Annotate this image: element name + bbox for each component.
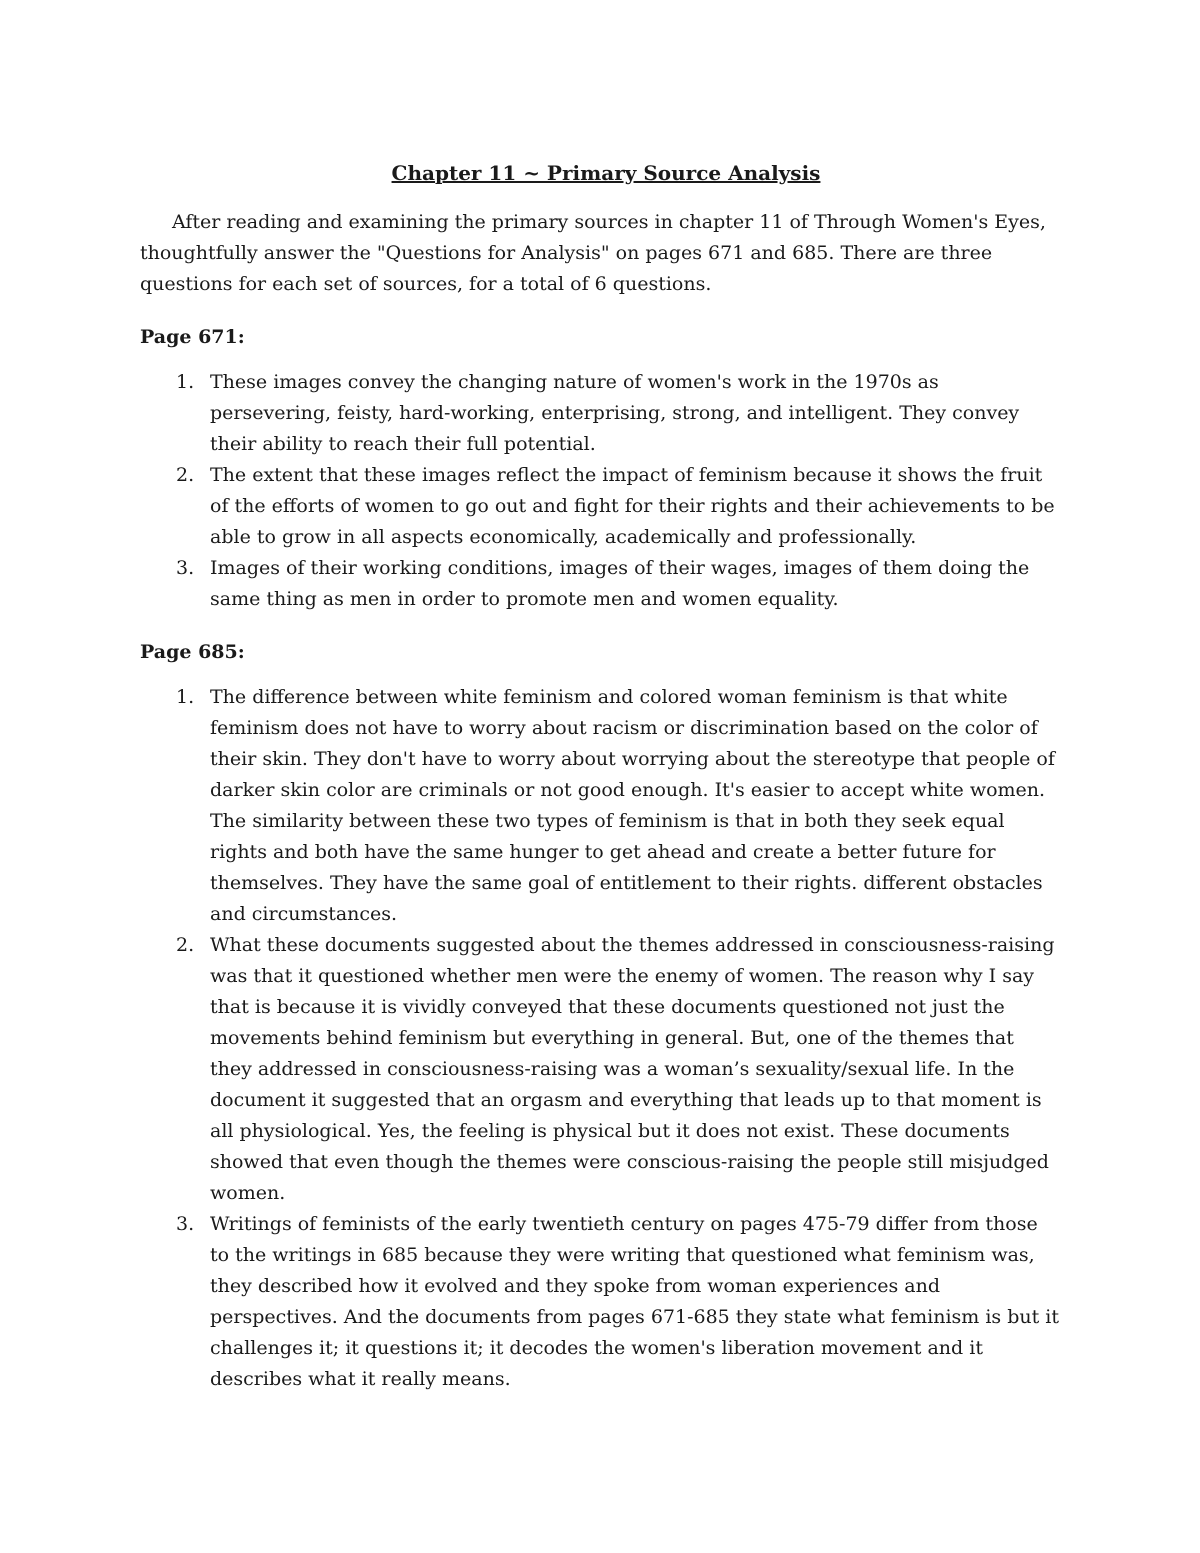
answer-list	[140, 682, 1060, 1395]
answer-text: These images convey the changing nature of women's work in the 1970s as persevering, feisty, hard-working, enterprising, strong, and intelligent. They convey their ability to reach their full potential.	[210, 371, 1020, 455]
list-item	[140, 682, 1060, 930]
document-page	[140, 157, 1060, 1417]
list-item	[140, 367, 1060, 460]
list-item	[140, 460, 1060, 553]
answer-text: The difference between white feminism and colored woman feminism is that white feminism does not have to worry about racism or discrimination based on the color of their skin. They don't have to worry about worrying about the stereotype that people of darker skin color are criminals or not good enough. It's easier to accept white women. The similarity between these two types of feminism is that in both they seek equal rights and both have the same hunger to get ahead and create a better future for themselves. They have the same goal of entitlement to their rights. different obstacles and circumstances.	[210, 686, 1055, 925]
list-item	[140, 930, 1060, 1209]
list-number: 3.	[176, 1213, 195, 1235]
page-title: Chapter 11 ~ Primary Source Analysis	[391, 161, 821, 185]
list-number: 1.	[176, 371, 195, 393]
list-item	[140, 553, 1060, 615]
intro-paragraph: After reading and examining the primary sources in chapter 11 of Through Women's Eyes, thoughtfully answer the "Questions for Analysis" on pages 671 and 685. There are three questions for each set of sources, for a total of 6 questions.	[140, 211, 1046, 295]
answer-text: What these documents suggested about the themes addressed in consciousness-raising was that it questioned whether men were the enemy of women. The reason why I say that is because it is vividly conveyed that these documents questioned not just the movements behind feminism but everything in general. But, one of the themes that they addressed in consciousness-raising was a woman’s sexuality/sexual life. In the document it suggested that an orgasm and everything that leads up to that moment is all physiological. Yes, the feeling is physical but it does not exist. These documents showed that even though the themes were conscious-raising the people still misjudged women.	[210, 934, 1055, 1204]
section-page-685	[140, 637, 1060, 1395]
list-item	[140, 1209, 1060, 1395]
section-heading: Page 685:	[140, 641, 245, 663]
answer-list	[140, 367, 1060, 615]
answer-text: Images of their working conditions, images of their wages, images of them doing the same thing as men in order to promote men and women equality.	[210, 557, 1030, 610]
section-heading: Page 671:	[140, 326, 245, 348]
list-number: 3.	[176, 557, 195, 579]
answer-text: Writings of feminists of the early twentieth century on pages 475-79 differ from those to the writings in 685 because they were writing that questioned what feminism was, they described how it evolved and they spoke from woman experiences and perspectives. And the documents from pages 671-685 they state what feminism is but it challenges it; it questions it; it decodes the women's liberation movement and it describes what it really means.	[210, 1213, 1059, 1390]
section-page-671	[140, 322, 1060, 615]
list-number: 1.	[176, 686, 195, 708]
list-number: 2.	[176, 464, 195, 486]
list-number: 2.	[176, 934, 195, 956]
answer-text: The extent that these images reflect the impact of feminism because it shows the fruit of the efforts of women to go out and fight for their rights and their achievements to be able to grow in all aspects economically, academically and professionally.	[210, 464, 1055, 548]
